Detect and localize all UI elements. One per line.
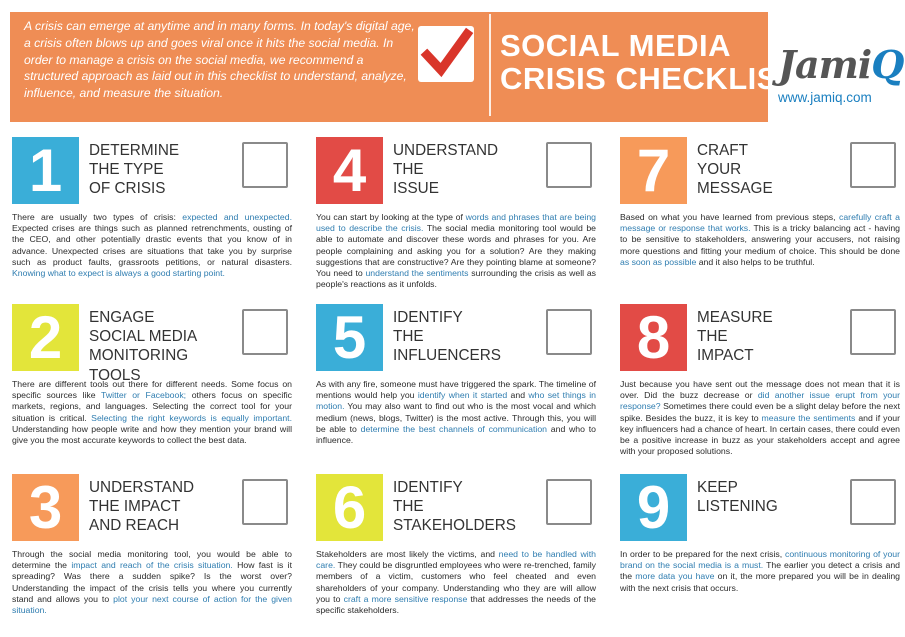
highlighted-text: words and phrases that are being used to describe the crisis. [316, 212, 596, 234]
step-checkbox[interactable] [546, 142, 592, 188]
body-text: You can start by looking at the type of [316, 212, 466, 222]
jamiq-logo [778, 42, 903, 87]
step-number: 7 [620, 137, 687, 204]
step-description [316, 549, 596, 616]
step-number: 4 [316, 137, 383, 204]
step-heading-line: STAKEHOLDERS [393, 517, 516, 535]
body-text: This is a tricky balancing act - having to be sensitive to stakeholders, answering your accusers, not raising more questions and fitting your medium of choice. This should be done [620, 223, 900, 256]
step-heading-line: LISTENING [697, 498, 778, 516]
step-checkbox[interactable] [850, 479, 896, 525]
body-text: As with any fire, someone must have triggered the spark. The timeline of mentions would help you [316, 379, 596, 401]
body-text: and it also helps to be truthful. [696, 256, 815, 267]
highlighted-text: measure the sentiments [761, 412, 856, 423]
step-heading-line: INFLUENCERS [393, 347, 501, 365]
step-description [620, 212, 900, 268]
highlighted-text: continuous monitoring of your brand on the social media is a must. [620, 549, 900, 571]
body-text: Through the social media monitoring tool, you would be able to determine the [12, 549, 292, 571]
step-heading [697, 141, 847, 199]
intro-text: A crisis can emerge at anytime and in many forms. In today's digital age, a crisis often blows up and goes viral once it hits the social media. In order to manage a crisis on the social media, we recommend a structured approach as laid out in this checklist to understand, analyze, influence, and measure the situation. [24, 19, 415, 101]
title-line-1: SOCIAL MEDIA [500, 28, 732, 63]
step-checkbox[interactable] [850, 309, 896, 355]
highlighted-text: expected and unexpected. [182, 212, 292, 222]
body-text: They could be disgruntled employees who were re-trenched, family members of a victim, customers who feel cheated and even shareholders of your company. Understanding who they are will allow you to [316, 560, 596, 604]
body-text: Understanding how people write and how they mention your brand will give you the most accurate keywords to collect the best data. [12, 423, 292, 446]
highlighted-text: did another issue erupt from your response? [620, 390, 900, 412]
step-heading [393, 308, 543, 366]
page-title [500, 29, 797, 95]
step-checkbox[interactable] [546, 479, 592, 525]
step-heading [393, 141, 543, 199]
logo-q: Q [871, 42, 904, 87]
body-text: others focus on specific markets, regions, and languages. Selecting the correct tool for your situation is critical. [12, 390, 293, 423]
step-heading-line: ISSUE [393, 180, 439, 198]
step-heading-line: IDENTIFY [393, 309, 463, 326]
logo-text: Jami [778, 42, 872, 87]
highlighted-text: determine the best channels of communication [360, 423, 548, 434]
step-heading-line: AND REACH [89, 517, 180, 535]
highlighted-text: craft a more sensitive response [343, 593, 468, 604]
body-text: You may also want to find out who is the most vocal and which medium (news, blogs, Twitter) is the most active. Through this, you will be able to [316, 401, 596, 434]
step-heading [393, 478, 543, 536]
body-text: There are usually two types of crisis: [12, 212, 183, 222]
step-description [620, 379, 900, 457]
step-heading [697, 308, 847, 366]
step-heading-line: IMPACT [697, 347, 754, 365]
highlighted-text: Twitter or Facebook; [101, 390, 187, 401]
highlighted-text: need to be handled with care. [316, 549, 596, 571]
step-number: 9 [620, 474, 687, 541]
step-number: 5 [316, 304, 383, 371]
step-number: 1 [12, 137, 79, 204]
body-text: How fast is it spreading? Was there a sudden spike? Is the worst over? Understanding the impact of the crisis tells you where you currently stand and allows you to [12, 560, 292, 604]
highlighted-text: more data you have [635, 571, 715, 582]
highlighted-text: as soon as possible [620, 256, 697, 267]
highlighted-text: impact and reach of the crisis situation. [71, 560, 233, 571]
step-heading-line: MESSAGE [697, 180, 773, 198]
step-heading [89, 308, 239, 385]
step-heading-line: THE [393, 498, 424, 516]
highlighted-text: carefully craft a message or response that works. [620, 212, 900, 234]
step-description [12, 212, 292, 279]
step-checkbox[interactable] [242, 142, 288, 188]
step-heading-line: UNDERSTAND [89, 479, 195, 496]
highlighted-text: Knowing what to expect is always a good starting point. [12, 268, 225, 279]
website-url[interactable]: www.jamiq.com [778, 90, 872, 105]
step-heading [89, 478, 239, 536]
step-description [620, 549, 900, 594]
step-description [316, 379, 596, 446]
checkmark-icon [418, 26, 474, 82]
highlighted-text: plot your next course of action for the given situation. [12, 593, 292, 616]
step-number: 2 [12, 304, 79, 371]
step-heading-line: MONITORING [89, 347, 189, 365]
step-heading-line: DETERMINE [89, 142, 180, 159]
body-text: surrounding the crisis as well as people's reactions as it unfolds. [316, 268, 596, 290]
step-heading-line: TOOLS [89, 366, 141, 384]
highlighted-text: Selecting the right keywords is equally important. [91, 412, 293, 423]
step-checkbox[interactable] [546, 309, 592, 355]
step-heading-line: OF CRISIS [89, 180, 166, 198]
highlighted-text: identify when it started [417, 390, 508, 401]
body-text: The earlier you detect a crisis and the [620, 560, 900, 582]
body-text: and who to influence. [316, 423, 596, 446]
step-heading-line: UNDERSTAND [393, 142, 499, 159]
step-heading [697, 478, 847, 516]
body-text: The social media monitoring tool would be able to automate and discover these words and phrases for you. Are people complaining and asking you for a solution? Are they making suggestions that are constructive? Are they pointing blame at someone? You need to [316, 223, 596, 279]
body-text: and if your key influencers had a chance of heart. In certain cases, there could even be a positive increase in buzz as your stakeholders accept and agree with your proposed solutions. [620, 412, 901, 457]
step-heading-line: ENGAGE [89, 309, 155, 326]
step-heading-line: YOUR [697, 161, 742, 179]
step-heading-line: CRAFT [697, 142, 748, 159]
step-heading-line: KEEP [697, 479, 738, 496]
step-heading [89, 141, 239, 199]
body-text: Based on what you have learned from previous steps, [620, 212, 839, 222]
step-heading-line: SOCIAL MEDIA [89, 328, 198, 346]
body-text: Just because you have sent out the message does not mean that it is over. Did the buzz decrease or [620, 379, 900, 401]
body-text: There are different tools out there for different needs. Some focus on specific sources like [12, 379, 292, 401]
step-description [12, 379, 292, 446]
body-text: that addresses the needs of the specific stakeholders. [316, 593, 596, 616]
step-description [316, 212, 596, 290]
step-description [12, 549, 292, 616]
header-divider [489, 14, 491, 116]
step-number: 6 [316, 474, 383, 541]
step-checkbox[interactable] [242, 309, 288, 355]
body-text: In order to be prepared for the next crisis, [620, 549, 785, 559]
step-heading-line: MEASURE [697, 309, 773, 326]
body-text: Expected crises are things such as planned retrenchments, ousting of the CEO, and other potentially drastic events that you know of in advance. Unexpected crises are situations that take you by surprise such as product faults, grassroots petitions, or natural disasters. [12, 223, 292, 267]
step-number: 3 [12, 474, 79, 541]
body-text: Stakeholders are most likely the victims, and [316, 549, 499, 559]
step-heading-line: IDENTIFY [393, 479, 463, 496]
step-heading-line: THE [393, 328, 424, 346]
body-text: on it, the more prepared you will be in dealing with the next crisis that occurs. [620, 571, 900, 593]
body-text: and [507, 390, 529, 401]
body-text: Sometimes there could even be a slight delay before the next spike. Besides the buzz, it is key to [620, 401, 900, 423]
highlighted-text: who set things in motion. [316, 390, 596, 412]
step-number: 8 [620, 304, 687, 371]
step-heading-line: THE [697, 328, 728, 346]
step-heading-line: THE IMPACT [89, 498, 181, 516]
highlighted-text: understand the sentiments [365, 268, 469, 279]
step-checkbox[interactable] [850, 142, 896, 188]
step-heading-line: THE TYPE [89, 161, 164, 179]
step-heading-line: THE [393, 161, 424, 179]
step-checkbox[interactable] [242, 479, 288, 525]
title-line-2: CRISIS CHECKLIST [500, 61, 798, 96]
